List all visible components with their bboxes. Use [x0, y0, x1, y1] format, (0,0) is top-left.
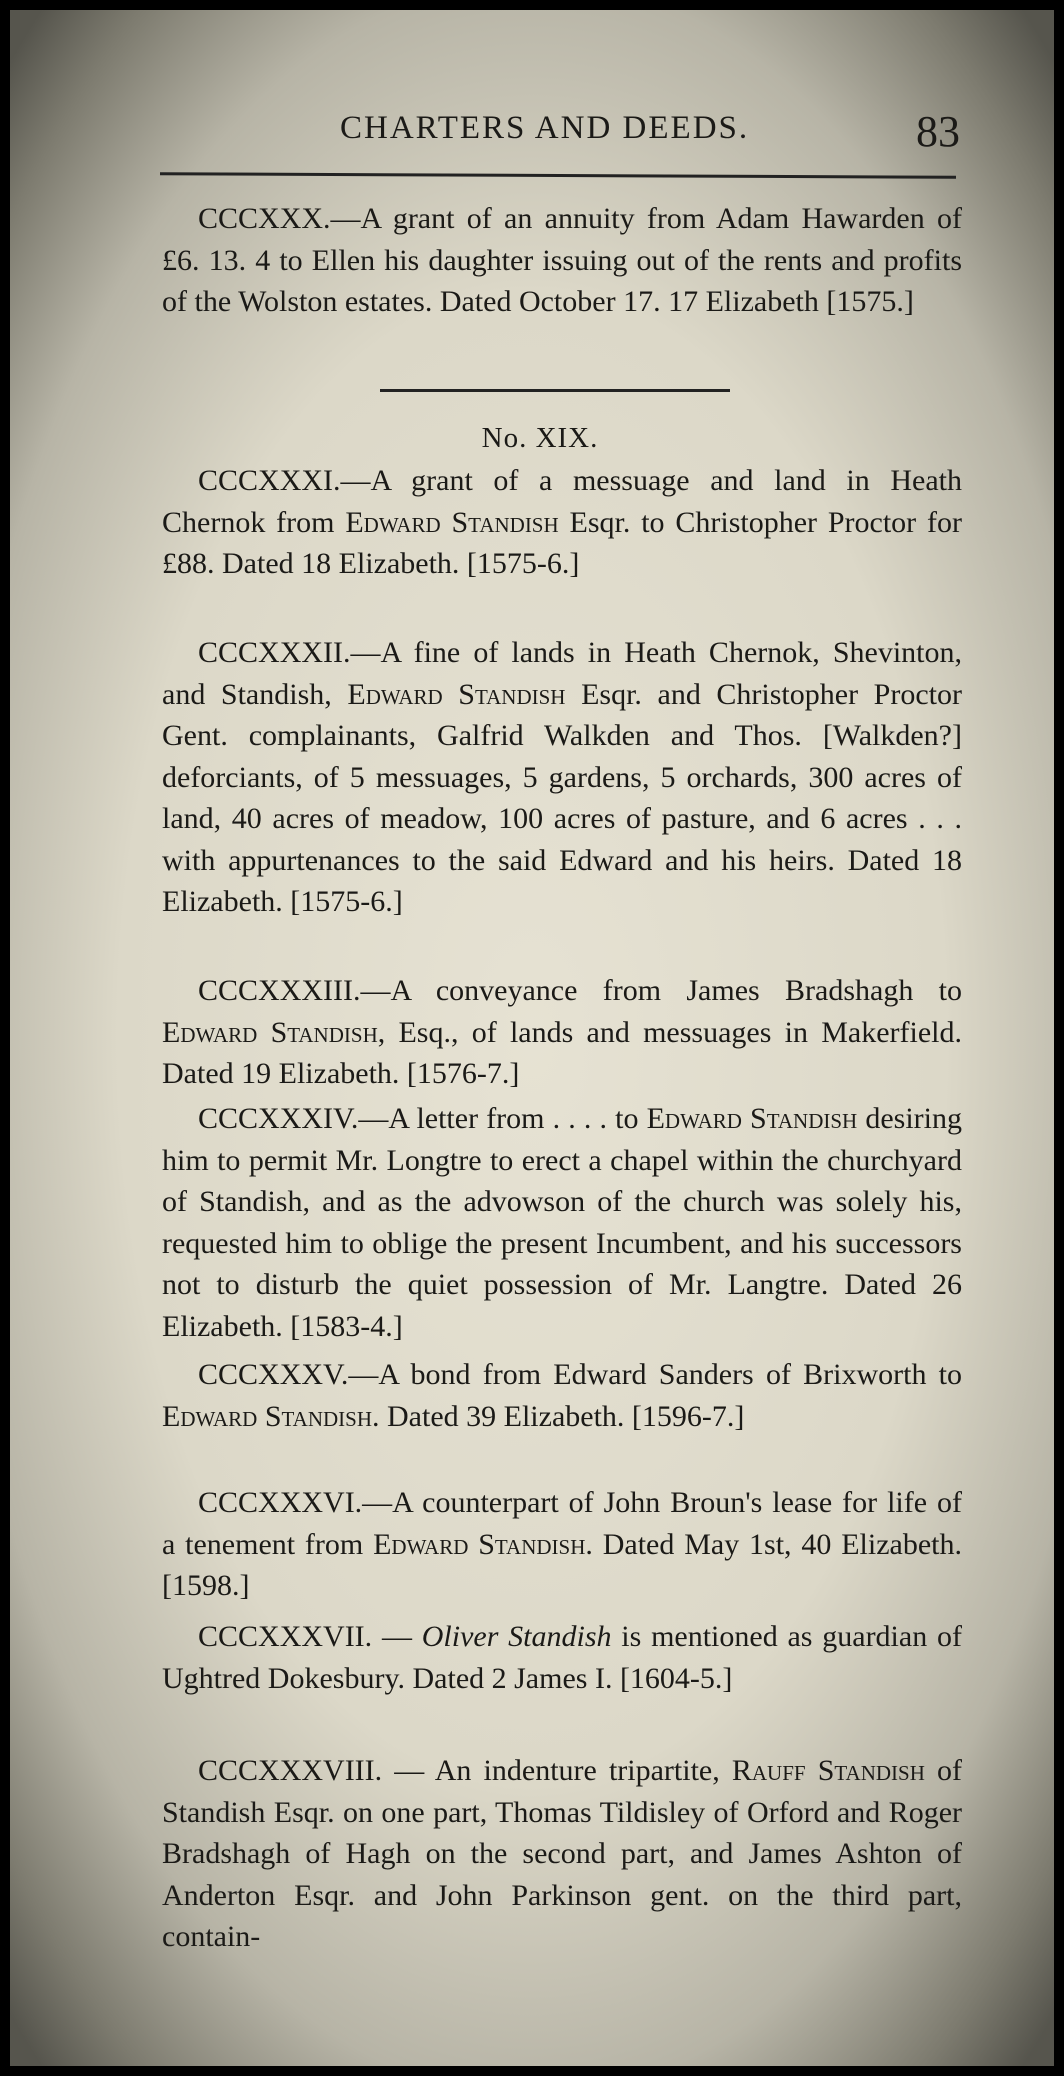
entry-text: Esqr. to Christopher Proctor for £88. Dated 18 Elizabeth. [1575-6.]: [162, 505, 962, 580]
entry-text: Esqr. and Christopher Proctor Gent. complainants, Galfrid Walkden and Thos. [Walkden?] deforciants, of 5 messuages, 5 gardens, 5 orchards, 300 acres of land, 40 acres of meadow, 100 acres of pasture, and 6 acres . . . with appurtenances to the said Edward and his heirs. Dated 18 Elizabeth. [1575-6.]: [162, 677, 962, 918]
entry-cccxxx: [162, 198, 962, 323]
small-caps-name: Edward Standish: [345, 505, 559, 539]
entry-text: of Standish Esqr. on one part, Thomas Tildisley of Orford and Roger Bradshagh of Hagh on the second part, and James Ashton of Anderton Esqr. and John Parkinson gent. on the third part, contain-: [162, 1754, 962, 1953]
entry-cccxxxiv: [162, 1098, 962, 1347]
entry-text: . Dated 39 Elizabeth. [1596-7.]: [372, 1399, 745, 1433]
page-frame: [10, 10, 1054, 2066]
page-number: 83: [916, 107, 960, 156]
entry-cccxxxv: [162, 1354, 962, 1437]
entry-cccxxxvii: [162, 1616, 962, 1699]
small-caps-name: Edward Standish: [373, 1527, 586, 1561]
section-rule: [380, 389, 730, 392]
entry-text: . Dated May 1st, 40 Elizabeth. [1598.]: [162, 1527, 962, 1602]
header-rule: [160, 172, 956, 178]
entry-cccxxxiii: [162, 970, 962, 1095]
entry-cccxxxviii: [162, 1750, 962, 1958]
entry-text: CCCXXXIV.—A letter from . . . . to: [198, 1102, 647, 1135]
entry-text: desiring him to permit Mr. Longtre to erect a chapel within the churchyard of Standish, and as the advowson of the church was solely his, requested him to oblige the present Incumbent, and his successors not to disturb the quiet possession of Mr. Langtre. Dated 26 Elizabeth. [1583-4.]: [162, 1102, 962, 1343]
small-caps-name: Edward Standish: [646, 1102, 858, 1135]
small-caps-name: Edward Standish: [162, 1399, 372, 1433]
small-caps-name: Edward Standish: [162, 1015, 378, 1049]
running-title: CHARTERS AND DEEDS.: [340, 110, 750, 146]
entry-text: CCCXXXI.—A grant of a messuage and land in Heath Chernok from: [162, 464, 962, 539]
entry-text: , Esq., of lands and messuages in Makerfield. Dated 19 Elizabeth. [1576-7.]: [162, 1015, 962, 1090]
entry-text: CCCXXXVI.—A counterpart of John Broun's lease for life of a tenement from: [162, 1486, 962, 1561]
entry-cccxxxi: [162, 460, 962, 585]
small-caps-name: Edward Standish: [347, 677, 566, 711]
entry-text: CCCXXXVIII. — An indenture tripartite,: [198, 1754, 732, 1787]
small-caps-name: Rauff Standish: [731, 1754, 925, 1787]
entry-cccxxxvi: [162, 1482, 962, 1607]
entry-text: CCCXXX.—A grant of an annuity from Adam Hawarden of £6. 13. 4 to Ellen his daughter issuing out of the rents and profits of the Wolston estates. Dated October 17. 17 Elizabeth [1575.]: [162, 202, 962, 318]
entry-text: CCCXXXVII. —: [198, 1620, 422, 1653]
entry-text: CCCXXXV.—A bond from Edward Sanders of Brixworth to: [198, 1358, 962, 1391]
italic-name: Oliver Standish: [421, 1620, 612, 1653]
entry-text: CCCXXXII.—A fine of lands in Heath Chernok, Shevinton, and Standish,: [162, 636, 962, 711]
entry-text: CCCXXXIII.—A conveyance from James Bradshagh to: [198, 974, 962, 1007]
document-page: [110, 102, 970, 2032]
entry-text: is mentioned as guardian of Ughtred Dokesbury. Dated 2 James I. [1604-5.]: [162, 1620, 962, 1695]
entry-cccxxxii: [162, 632, 962, 923]
running-header: [110, 102, 970, 166]
section-heading: No. XIX.: [481, 422, 599, 454]
